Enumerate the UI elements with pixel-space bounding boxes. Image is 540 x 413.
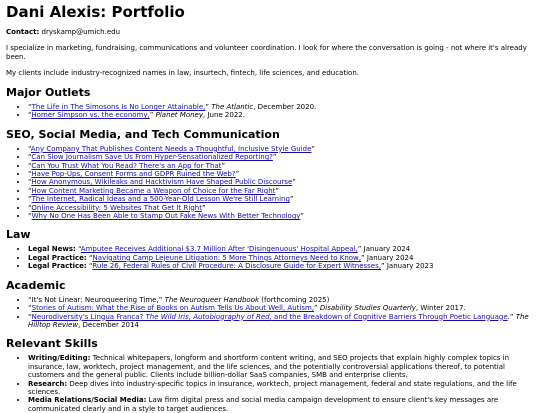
contact-label: Contact: [6,28,40,36]
list-item: • “Homer Simpson vs. the economy,” Planet Money, June 2022. [28,111,534,119]
article-link[interactable]: Can You Trust What You Read? There's an App for That [31,161,222,170]
list-item: • Legal Practice: “Rule 26, Federal Rules of Civil Procedure: A Disclosure Guide for Expert Witnesses,” January 2023 [28,262,534,270]
list-item: • Legal News: “Amputee Receives Additional $3.7 Million After 'Disingenuous' Hospital Appeal,” January 2024 [28,245,534,253]
article-link[interactable]: Navigating Camp Lejeune Litigation: 5 More Things Attorneys Need to Know, [92,253,361,262]
page-title: Dani Alexis: Portfolio [6,3,185,21]
list-item: • Legal Practice: “Navigating Camp Lejeune Litigation: 5 More Things Attorneys Need to Know,” January 2024 [28,254,534,262]
list-item: • “Can You Trust What You Read? There's an App for That” [28,162,534,170]
list-item: • “Why No One Has Been Able to Stamp Out Fake News With Better Technology” [28,212,534,220]
article-link[interactable]: Neurodiversity's Lingua Franca? The Wild Iris, Autobiography of Red, and the Breakdown of Cognitive Barriers Through Poetic Language [31,312,508,321]
article-link[interactable]: The Internet, Radical Ideas and a 500-Year-Old Lesson We're Still Learning [31,195,290,204]
academic-list [6,296,534,330]
intro-paragraph-2: My clients include industry-recognized names in law, insurtech, fintech, life sciences, and education. [6,69,359,77]
law-list [6,245,534,270]
list-item: • “Have Pop-Ups, Consent Forms and GDPR Ruined the Web?” [28,170,534,178]
section-heading-law: Law [6,228,31,242]
list-item: • “Any Company That Publishes Content Needs a Thoughtful, Inclusive Style Guide” [28,145,534,153]
article-link[interactable]: Have Pop-Ups, Consent Forms and GDPR Ruined the Web? [31,170,236,179]
contact-line [6,28,534,37]
article-link[interactable]: Can Slow Journalism Save Us From Hyper-Sensationalized Reporting? [31,153,273,162]
article-link[interactable]: The Life in The Simosons Is No Longer Attainable, [31,103,206,111]
outlets-list [6,103,534,120]
list-item: • “Stories of Autism: What the Rise of Books on Autism Tells Us About Well, Autism,” Disability Studies Quarterly, Winter 2017. [28,304,534,312]
article-link[interactable]: Online Accessibility: 5 Websites That Get It Right [31,203,202,212]
article-link[interactable]: Stories of Autism: What the Rise of Books on Autism Tells Us About Well, Autism, [31,304,315,313]
article-link[interactable]: Why No One Has Been Able to Stamp Out Fake News With Better Technology [31,212,301,221]
list-item: • “Neurodiversity's Lingua Franca? The Wild Iris, Autobiography of Red, and the Breakdown of Cognitive Barriers Through Poetic Language.” The Hilltop Review, December 2014 [28,313,534,330]
skills-list [6,354,534,413]
article-link[interactable]: How Anonymous, Wikileaks and Hacktivism Have Shaped Public Discourse [31,178,293,187]
intro-paragraph-1: I specialize in marketing, fundraising, communications and volunteer coordination. I look for where the conversation is going - not where it's already been. [6,44,527,61]
list-item: • “The Life in The Simosons Is No Longer Attainable,” The Atlantic, December 2020. [28,103,534,111]
article-link[interactable]: Any Company That Publishes Content Needs a Thoughtful, Inclusive Style Guide [30,144,312,153]
article-link[interactable]: Homer Simpson vs. the economy, [31,111,150,120]
contact-email: dryskamp@umich.edu [41,28,121,36]
list-item: • “Can Slow Journalism Save Us From Hyper-Sensationalized Reporting?” [28,153,534,161]
publication-name: Planet Money [155,111,203,120]
article-link[interactable]: Amputee Receives Additional $3.7 Million After 'Disingenuous' Hospital Appeal, [80,245,358,254]
list-item: • “How Content Marketing Became a Weapon of Choice for the Far Right” [28,187,534,195]
section-heading-seo: SEO, Social Media, and Tech Communication [6,127,280,141]
list-item: • Media Relations/Social Media: Law firm digital press and social media campaign development to ensure client's key messages are communicated clearly and in a style to target audiences. [28,396,534,413]
publication-name: The Atlantic [211,103,254,111]
list-item: • “How Anonymous, Wikileaks and Hacktivism Have Shaped Public Discourse” [28,178,534,186]
seo-list [6,145,534,221]
list-item: • Research: Deep dives into industry-specific topics in insurance, worktech, project management, federal and state regulations, and the life sciences. [28,380,534,397]
section-heading-academic: Academic [6,278,66,292]
list-item: • “The Internet, Radical Ideas and a 500-Year-Old Lesson We're Still Learning” [28,195,534,203]
list-item: • Writing/Editing: Technical whitepapers, longform and shortform content writing, and SEO projects that explain highly complex topics in insurance, law, worktech, project management, and the life sciences, and the potentially controversial applications thereof, to potential customers and the general public. Clients include billion-dollar SaaS companies, SMB and enterprise clients. [28,354,534,379]
list-item: • “It's Not Linear: Neuroqueering Time,” The Neuroqueer Handbook (forthcoming 2025) [28,296,534,304]
list-item: • “Online Accessibility: 5 Websites That Get It Right” [28,204,534,212]
section-heading-outlets: Major Outlets [6,86,91,99]
section-heading-skills: Relevant Skills [6,337,98,351]
article-link[interactable]: Rule 26, Federal Rules of Civil Procedure: A Disclosure Guide for Expert Witnesses, [92,262,381,271]
article-link[interactable]: How Content Marketing Became a Weapon of Choice for the Far Right [31,186,276,195]
